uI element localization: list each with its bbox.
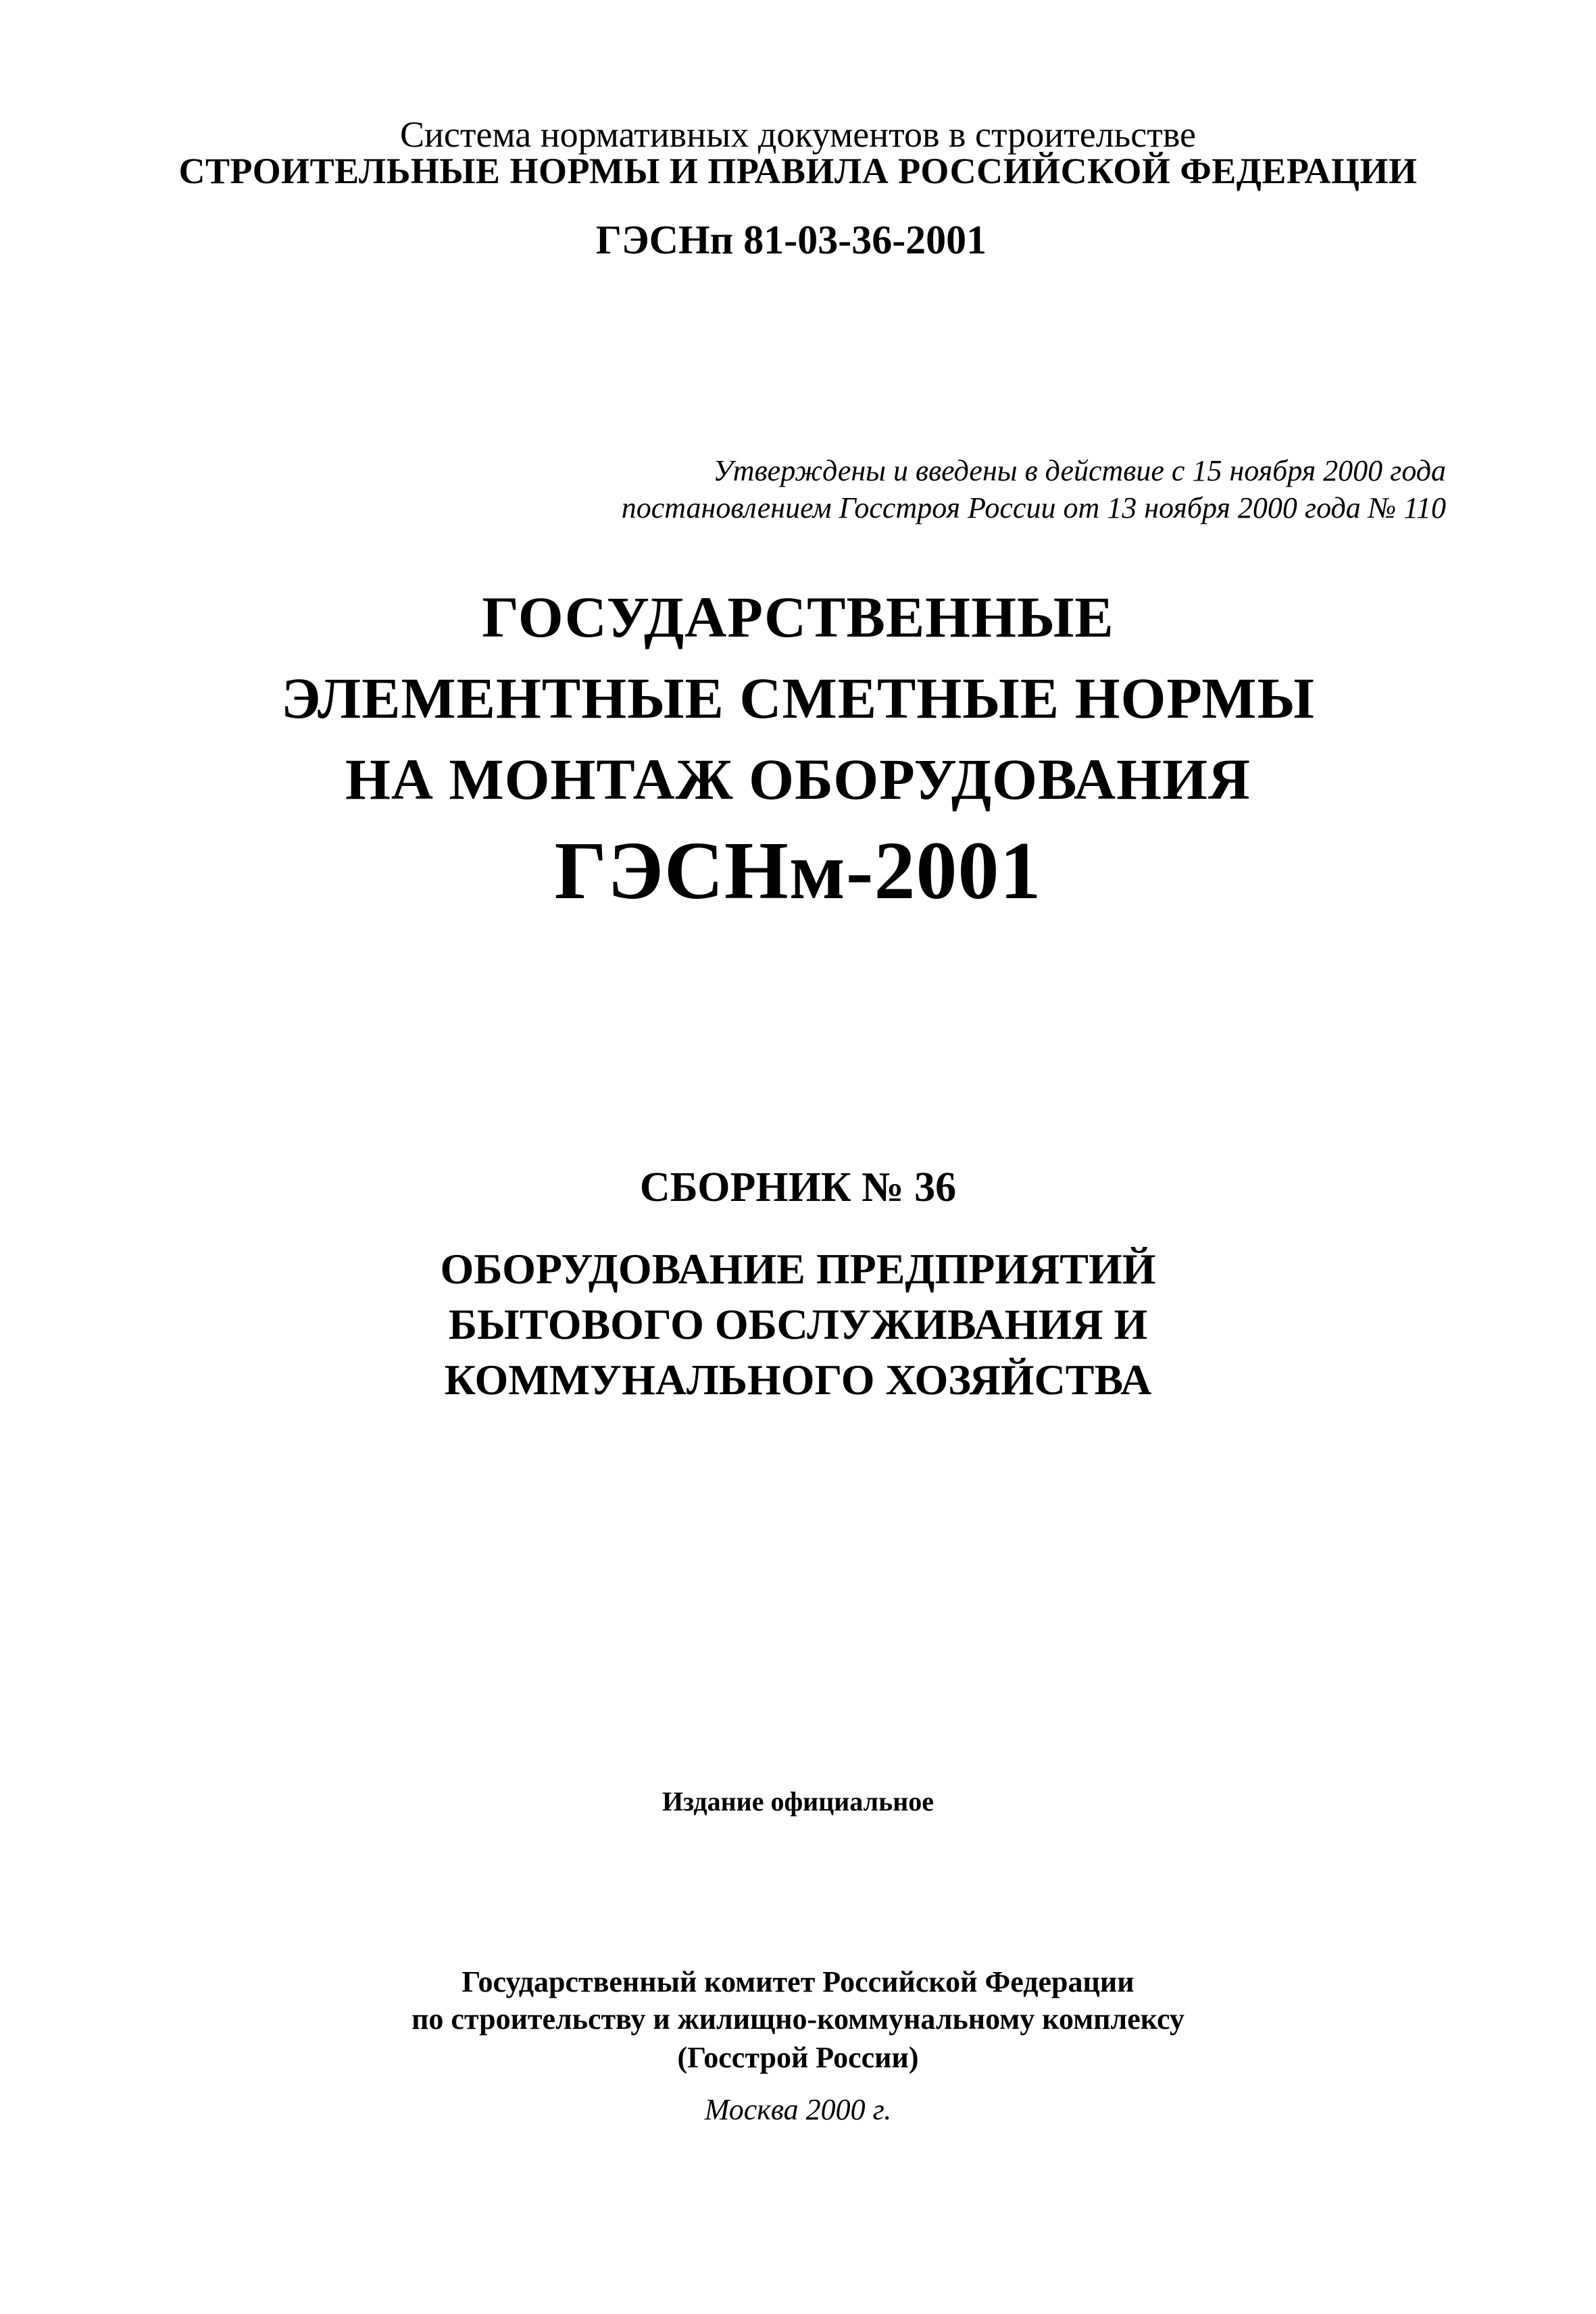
edition-label: Издание официальное [662, 1786, 934, 1817]
document-code: ГЭСНп 81-03-36-2001 [595, 218, 987, 262]
collection-number: СБОРНИК № 36 [639, 1164, 957, 1210]
approval-line-2: постановлением Госстроя России от 13 ноября 2000 года № 110 [621, 491, 1446, 524]
collection-title-line-1: ОБОРУДОВАНИЕ ПРЕДПРИЯТИЙ [440, 1245, 1156, 1293]
document-standard-type: СТРОИТЕЛЬНЫЕ НОРМЫ И ПРАВИЛА РОССИЙСКОЙ ФЕДЕРАЦИИ [178, 151, 1418, 191]
main-title-line-1: ГОСУДАРСТВЕННЫЕ [482, 585, 1114, 649]
publication-city-year: Москва 2000 г. [704, 2093, 892, 2126]
standard-designation: ГЭСНм-2001 [554, 825, 1042, 916]
collection-title-line-2: БЫТОВОГО ОБСЛУЖИВАНИЯ И [448, 1300, 1148, 1348]
publisher-line-2: по строительству и жилищно-коммунальному комплексу [412, 2002, 1184, 2036]
document-series: Система нормативных документов в строительстве [400, 114, 1196, 155]
publisher-line-1: Государственный комитет Российской Федерации [462, 1965, 1134, 1998]
publisher-line-3: (Госстрой России) [677, 2041, 919, 2074]
approval-line-1: Утверждены и введены в действие с 15 ноября 2000 года [713, 454, 1446, 487]
main-title-line-2: ЭЛЕМЕНТНЫЕ СМЕТНЫЕ НОРМЫ [281, 666, 1315, 731]
main-title-line-3: НА МОНТАЖ ОБОРУДОВАНИЯ [345, 747, 1251, 812]
collection-title-line-3: КОММУНАЛЬНОГО ХОЗЯЙСТВА [444, 1356, 1152, 1404]
